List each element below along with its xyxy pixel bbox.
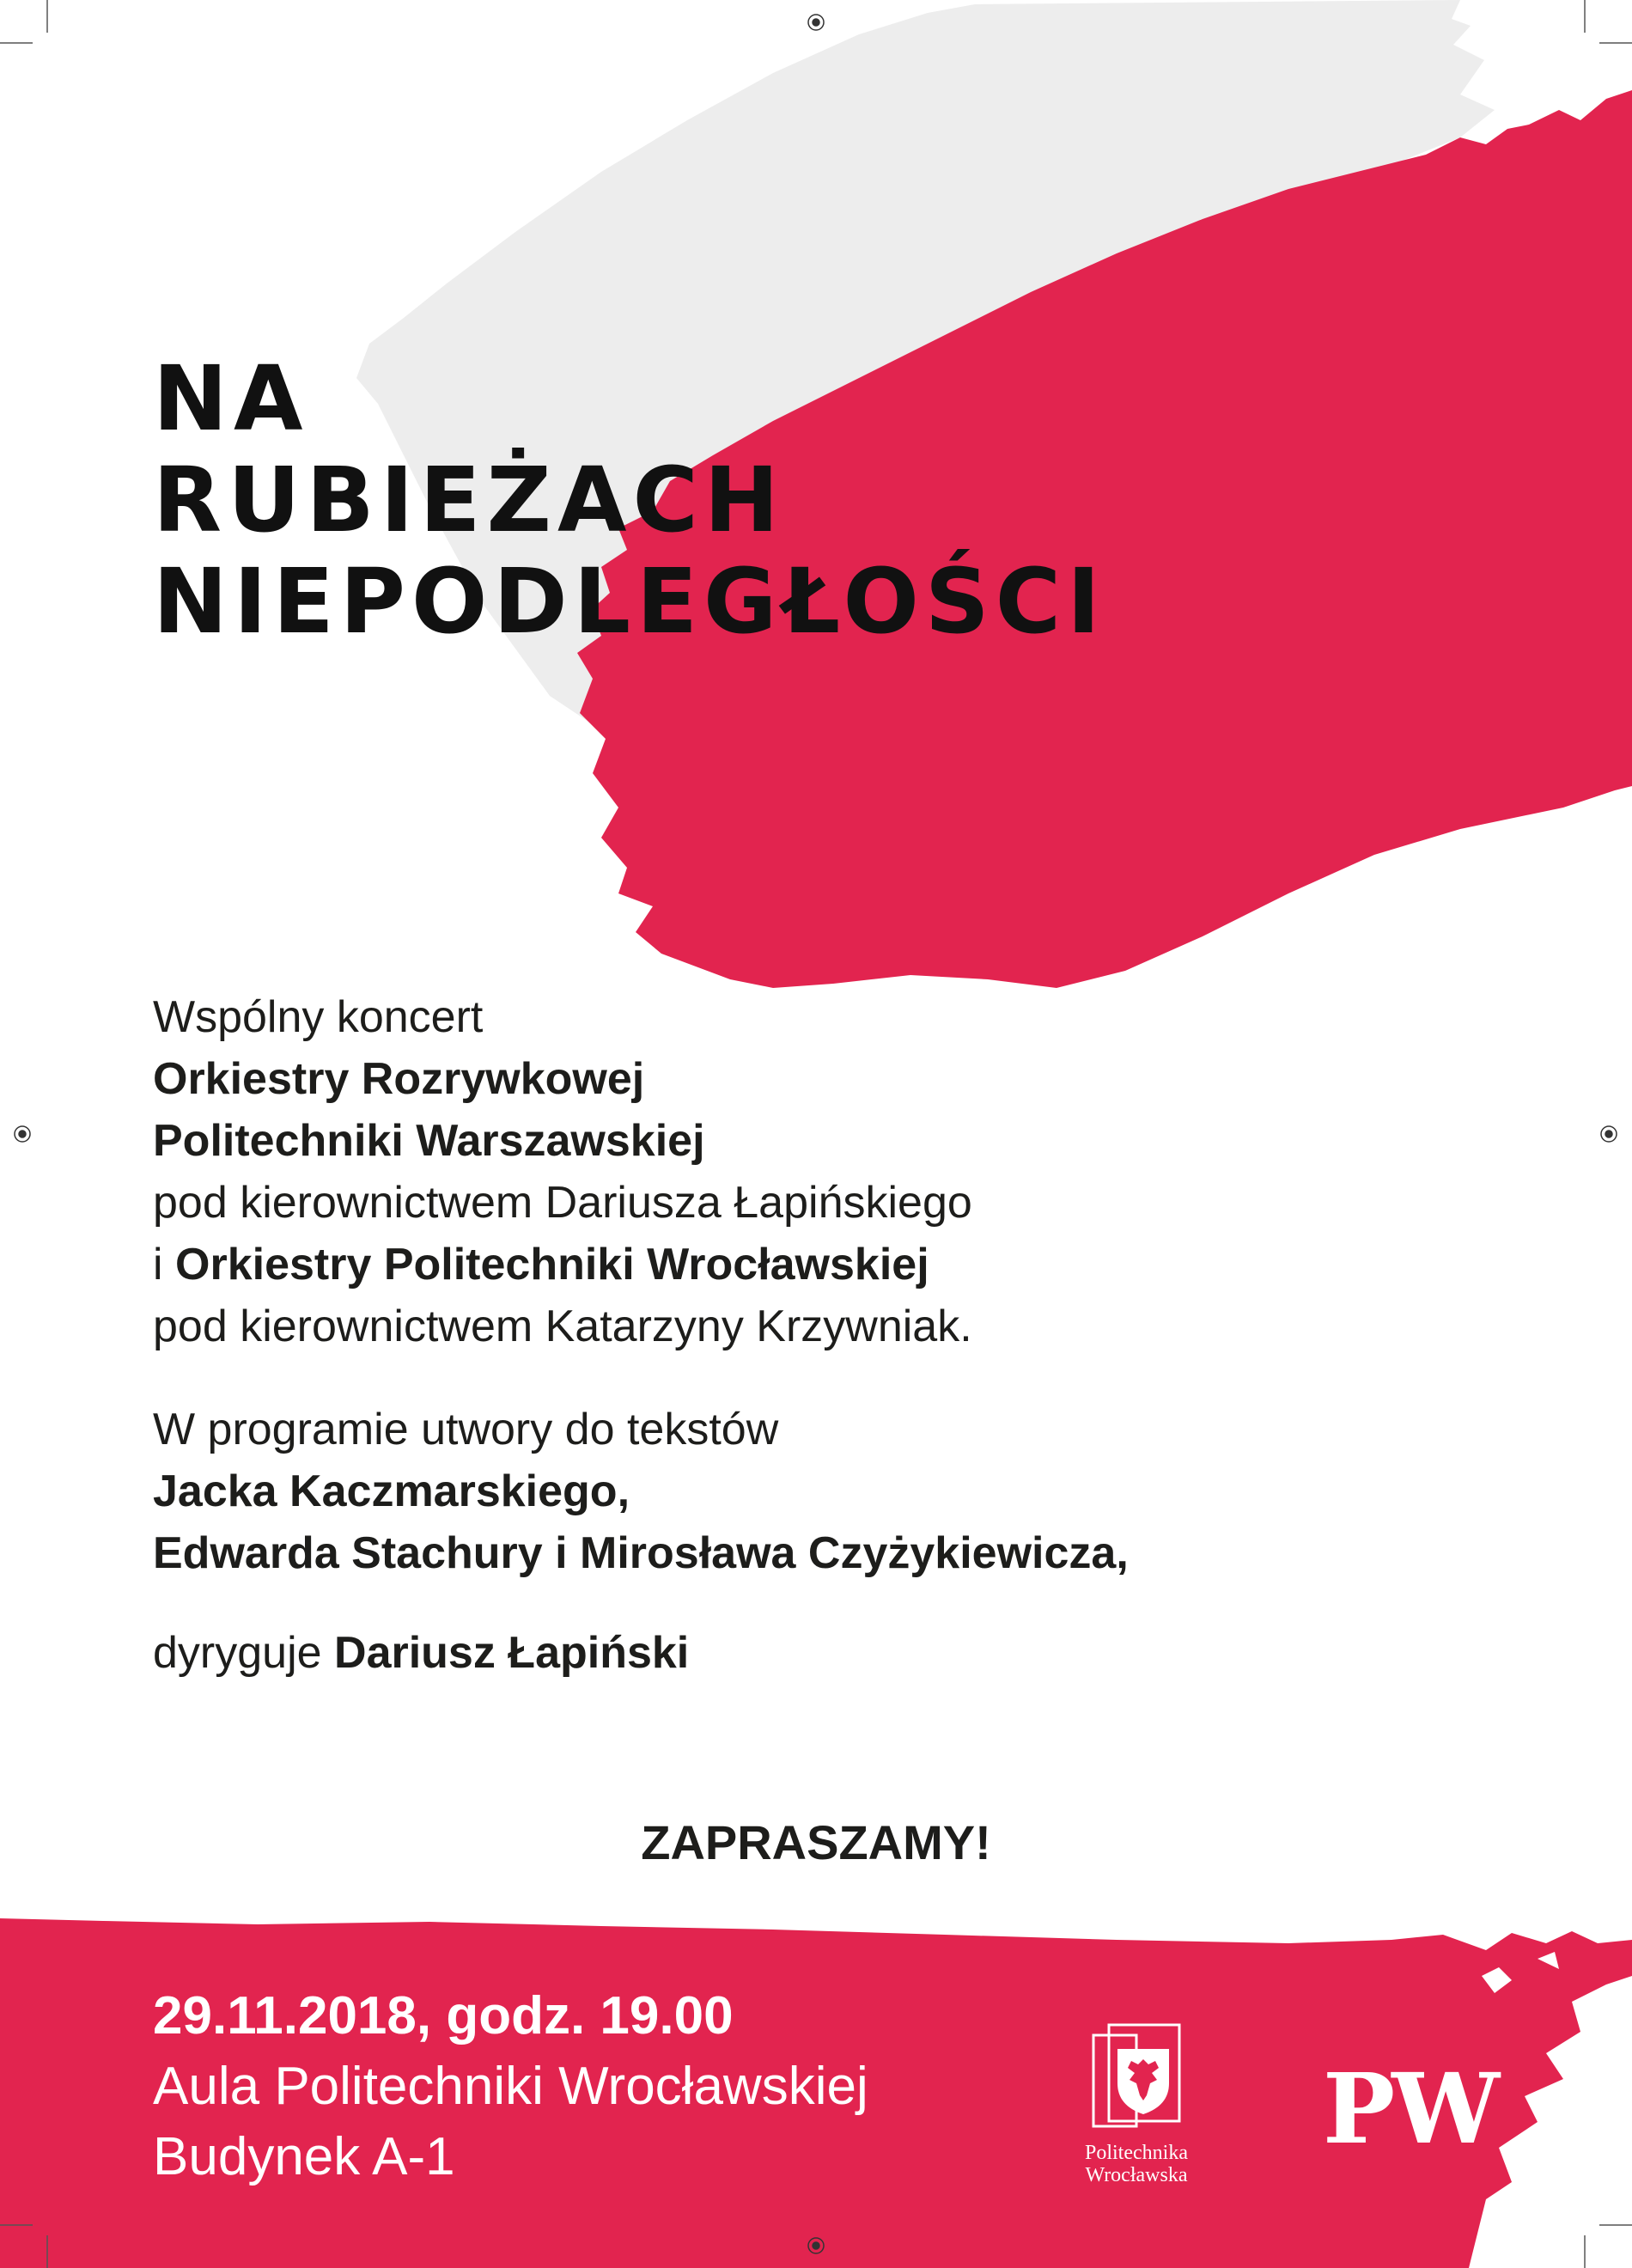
intro-line-5	[153, 1234, 1441, 1296]
concert-description	[153, 986, 1441, 1684]
intro-line-6: pod kierownictwem Katarzyny Krzywniak.	[153, 1302, 972, 1351]
eagle-crest-icon	[1085, 2023, 1188, 2135]
intro-line-2: Orkiestry Rozrywkowej	[153, 1054, 645, 1104]
conductor-name: Dariusz Łapiński	[334, 1628, 690, 1678]
program-line-1: W programie utwory do tekstów	[153, 1405, 779, 1454]
intro-line-5-prefix: i	[153, 1240, 163, 1289]
pwr-logo-line-1: Politechnika	[1085, 2142, 1188, 2164]
program-line-2: Jacka Kaczmarskiego,	[153, 1466, 630, 1516]
conductor-label: dyryguje	[153, 1628, 322, 1678]
poster-title	[153, 348, 1106, 652]
title-line-3: NIEPODLEGŁOŚCI	[153, 549, 1106, 654]
pwr-logo-line-2: Wrocławska	[1085, 2164, 1188, 2186]
pwr-logo	[1072, 2023, 1201, 2186]
title-line-2: RUBIEŻACH	[153, 448, 785, 552]
pw-logo: PW	[1323, 2053, 1496, 2166]
event-venue: Aula Politechniki Wrocławskiej	[153, 2057, 868, 2116]
intro-line-4: pod kierownictwem Dariusza Łapińskiego	[153, 1178, 972, 1228]
event-building: Budynek A-1	[153, 2127, 455, 2186]
paint-speck	[1468, 728, 1473, 733]
conductor-line	[153, 1622, 1441, 1684]
event-details	[153, 1981, 868, 2192]
event-datetime: 29.11.2018, godz. 19.00	[153, 1986, 734, 2045]
title-line-1: NA	[153, 346, 309, 451]
invite-text: ZAPRASZAMY!	[641, 1815, 991, 1869]
program-line-3: Edwarda Stachury i Mirosława Czyżykiewicza,	[153, 1528, 1129, 1578]
intro-line-1: Wspólny koncert	[153, 992, 484, 1042]
intro-line-5-bold: Orkiestry Politechniki Wrocławskiej	[175, 1240, 929, 1289]
intro-line-3: Politechniki Warszawskiej	[153, 1116, 705, 1166]
